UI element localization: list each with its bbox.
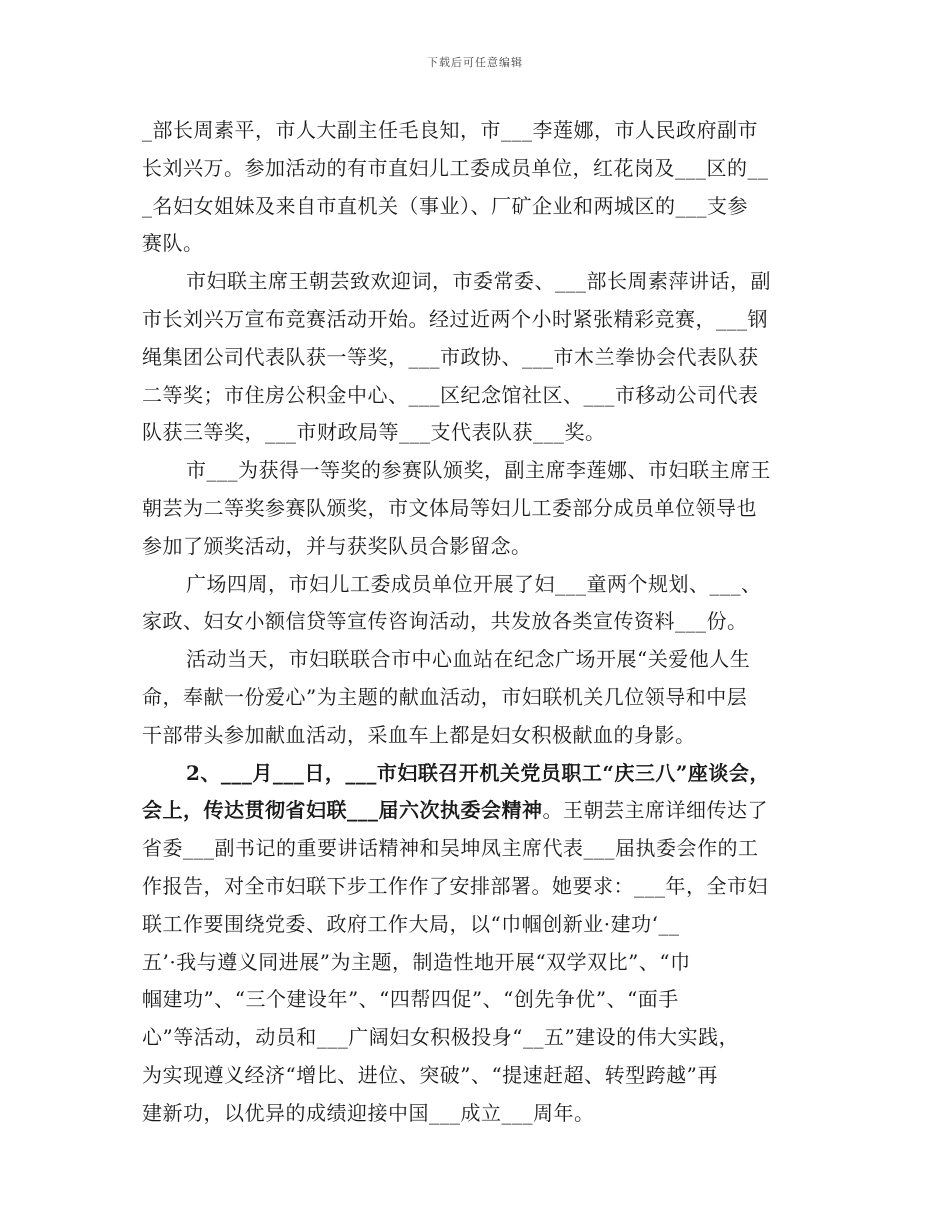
text-line [142, 263, 810, 301]
text-line [142, 755, 810, 793]
page-header: 下载后可任意编辑 [427, 56, 523, 69]
bold-text: 会上，传达贯彻省妇联___届六次执委会精神 [142, 798, 543, 823]
text-line [142, 225, 810, 263]
bold-text: 2、___月___日，___市妇联召开机关党员职工“庆三八”座谈会， [186, 760, 770, 785]
line-text: 市长刘兴万宣布竞赛活动开始。经过近两个小时紧张精彩竞赛，___钢 [142, 306, 768, 331]
line-text: 帼建功”、“三个建设年”、“四帮四促”、“创先争优”、“面手 [142, 987, 679, 1012]
text-line [142, 792, 810, 830]
line-text: 市妇联主席王朝芸致欢迎词，市委常委、___部长周素萍讲话，副 [186, 269, 771, 294]
line-text: 长刘兴万。参加活动的有市直妇儿工委成员单位，红花岗及___区的__ [142, 155, 769, 180]
line-text: 参加了颁奖活动，并与获奖队员合影留念。 [142, 533, 532, 558]
document-body [142, 112, 810, 1133]
text-line [142, 414, 810, 452]
text-line [142, 830, 810, 868]
line-text: _名妇女姐妹及来自市直机关（事业）、厂矿企业和两城区的___支参 [142, 193, 748, 218]
line-text: 省委___副书记的重要讲话精神和吴坤凤主席代表___届执委会作的工 [142, 836, 759, 861]
text-line [142, 339, 810, 377]
line-text: 广场四周，市妇儿工委成员单位开展了妇___童两个规划、___、 [186, 571, 762, 596]
text-line [142, 1019, 810, 1057]
text-line [142, 717, 810, 755]
text-line [142, 944, 810, 982]
text-line [142, 112, 810, 150]
text-line [142, 641, 810, 679]
text-line [142, 490, 810, 528]
text-line [142, 528, 810, 566]
line-text: 。王朝芸主席详细传达了 [542, 798, 768, 823]
text-line [142, 1057, 810, 1095]
line-text: _部长周素平，市人大副主任毛良知，市___李莲娜，市人民政府副市 [142, 118, 758, 142]
line-text: 队获三等奖，___市财政局等___支代表队获___奖。 [142, 420, 606, 445]
line-text: 五’·我与遵义同进展”为主题，制造性地开展“双学双比”、“巾 [142, 949, 691, 974]
text-line [142, 906, 810, 944]
line-text: 绳集团公司代表队获一等奖，___市政协、___市木兰拳协会代表队获 [142, 344, 759, 369]
text-line [142, 1095, 810, 1133]
line-text: 活动当天，市妇联联合市中心血站在纪念广场开展“关爱他人生 [186, 647, 751, 672]
line-text: 市___为获得一等奖的参赛队颁奖，副主席李莲娜、市妇联主席王 [186, 458, 771, 483]
text-line [142, 566, 810, 604]
text-line [142, 452, 810, 490]
line-text: 作报告，对全市妇联下步工作作了安排部署。她要求：___年，全市妇 [142, 873, 768, 898]
line-text: 赛队。 [142, 231, 204, 256]
text-line [142, 868, 810, 906]
line-text: 干部带头参加献血活动，采血车上都是妇女积极献血的身影。 [142, 722, 696, 747]
text-line [142, 679, 810, 717]
line-text: 为实现遵义经济“增比、进位、突破”、“提速赶超、转型跨越”再 [142, 1062, 718, 1087]
text-line [142, 377, 810, 415]
line-text: 命，奉献一份爱心”为主题的献血活动，市妇联机关几位领导和中层 [142, 684, 748, 709]
text-line [142, 603, 810, 641]
line-text: 建新功，以优异的成绩迎接中国___成立___周年。 [142, 1100, 595, 1125]
text-line [142, 301, 810, 339]
line-text: 二等奖；市住房公积金中心、___区纪念馆社区、___市移动公司代表 [142, 382, 759, 407]
line-text: 朝芸为二等奖参赛队颁奖，市文体局等妇儿工委部分成员单位领导也 [142, 495, 757, 520]
text-line [142, 150, 810, 188]
line-text: 家政、妇女小额信贷等宣传咨询活动，共发放各类宣传资料___份。 [142, 609, 748, 634]
line-text: 心”等活动，动员和___广阔妇女积极投身“__五”建设的伟大实践， [142, 1025, 740, 1050]
line-text: 联工作要围绕党委、政府工作大局，以“巾帼创新业·建功‘__ [142, 911, 680, 936]
text-line [142, 981, 810, 1019]
text-line [142, 188, 810, 226]
